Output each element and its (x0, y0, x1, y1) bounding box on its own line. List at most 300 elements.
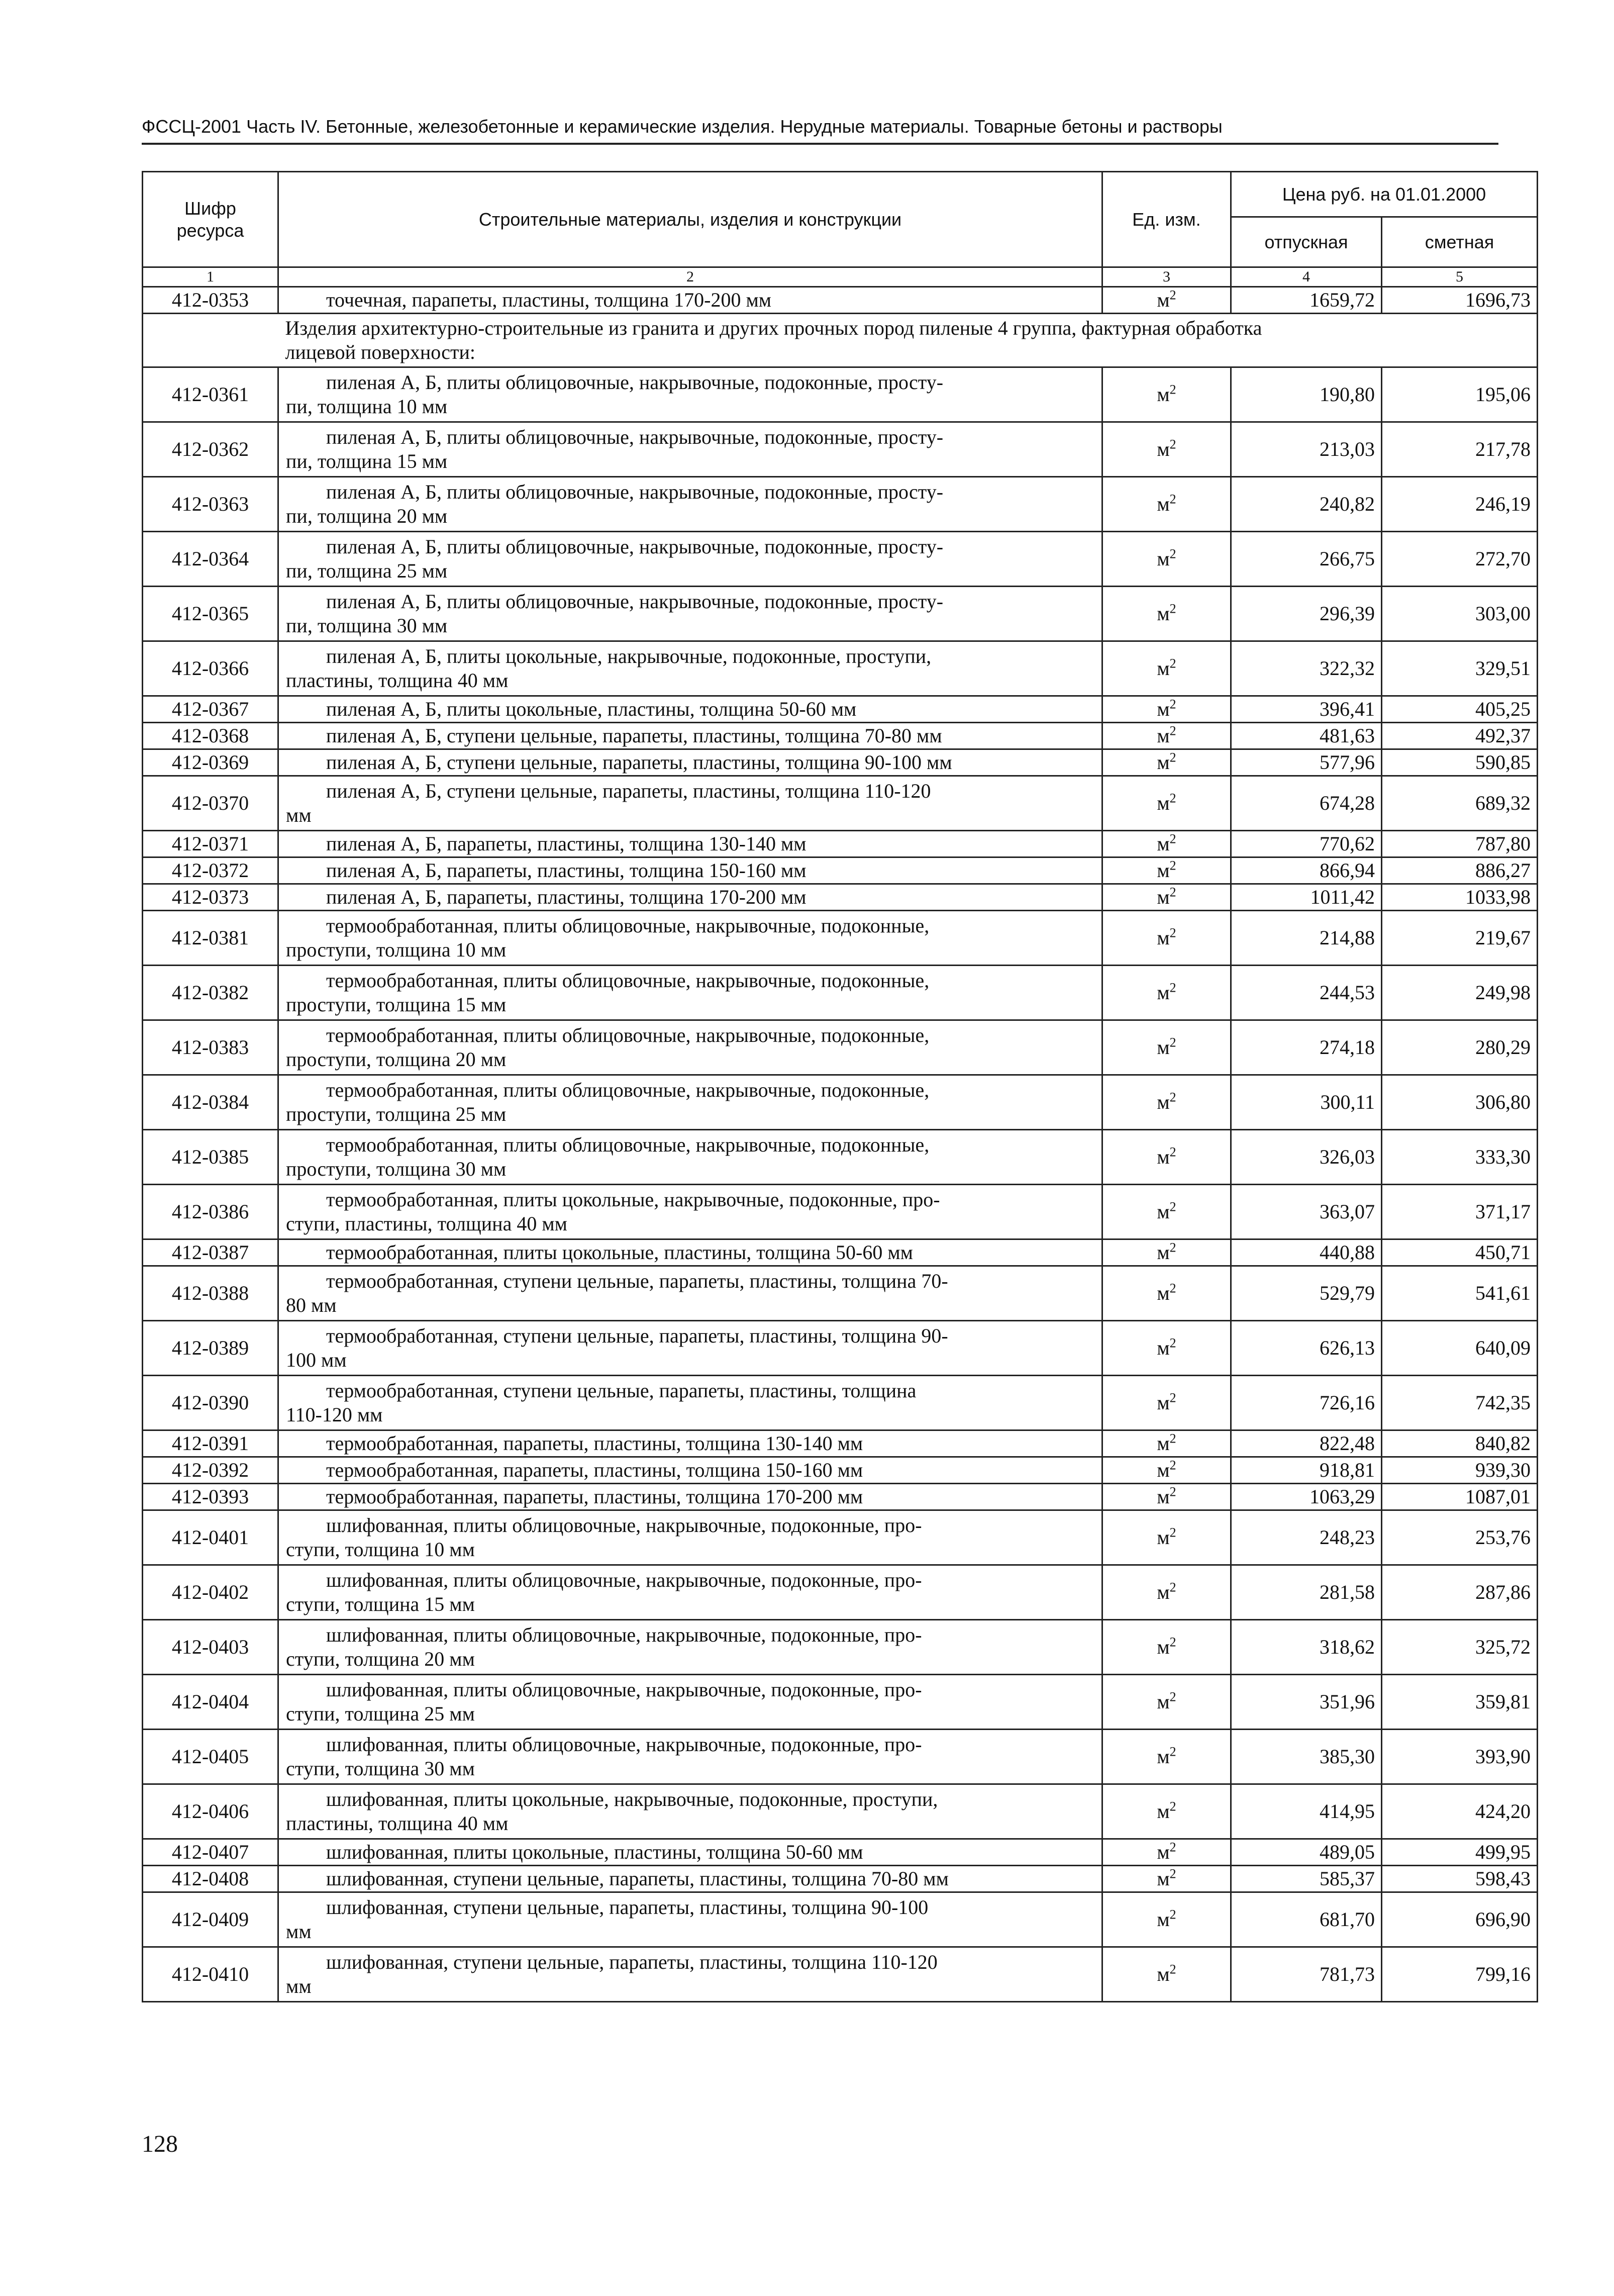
description-line: шлифованная, ступени цельные, парапеты, пластины, толщина 110-120 (326, 1951, 938, 1973)
unit-base: м (1157, 1432, 1170, 1455)
description-line: ступи, толщина 30 мм (286, 1757, 475, 1780)
estimate-price: 219,67 (1382, 911, 1538, 966)
table-row (143, 1430, 1538, 1457)
column-number: 5 (1382, 267, 1538, 287)
release-price: 213,03 (1231, 422, 1382, 477)
description-line: пиленая А, Б, парапеты, пластины, толщина 130-140 мм (326, 832, 806, 855)
unit-base: м (1157, 1690, 1170, 1713)
description-line: пиленая А, Б, плиты цокольные, пластины, толщина 50-60 мм (326, 698, 857, 720)
description-line: шлифованная, плиты облицовочные, накрывочные, подоконные, про- (326, 1514, 922, 1537)
release-price: 681,70 (1231, 1892, 1382, 1947)
table-header (143, 172, 1538, 287)
unit-of-measure (1102, 1839, 1231, 1866)
unit-of-measure (1102, 1020, 1231, 1075)
description-line: мм (286, 804, 312, 826)
resource-code: 412-0393 (143, 1484, 278, 1510)
table-row (143, 723, 1538, 749)
release-price: 1063,29 (1231, 1484, 1382, 1510)
release-price: 240,82 (1231, 477, 1382, 532)
resource-code: 412-0382 (143, 966, 278, 1020)
release-price: 214,88 (1231, 911, 1382, 966)
unit-of-measure (1102, 1947, 1231, 2002)
unit-of-measure (1102, 532, 1231, 587)
column-number: 1 (143, 267, 278, 287)
resource-code: 412-0406 (143, 1784, 278, 1839)
table-row (143, 1266, 1538, 1321)
release-price: 489,05 (1231, 1839, 1382, 1866)
material-description (278, 723, 1102, 749)
material-description (278, 776, 1102, 831)
unit-exponent: 2 (1169, 1240, 1176, 1255)
col-unit-header: Ед. изм. (1102, 172, 1231, 267)
unit-of-measure (1102, 776, 1231, 831)
estimate-price: 640,09 (1382, 1321, 1538, 1376)
material-description (278, 1565, 1102, 1620)
material-description (278, 1784, 1102, 1839)
material-description (278, 1892, 1102, 1947)
price-table (142, 171, 1538, 2002)
estimate-price: 799,16 (1382, 1947, 1538, 2002)
table-row (143, 1839, 1538, 1866)
description-line: проступи, толщина 25 мм (286, 1103, 507, 1125)
description-line: пластины, толщина 40 мм (286, 1812, 509, 1835)
release-price: 481,63 (1231, 723, 1382, 749)
description-line: 110-120 мм (286, 1403, 383, 1426)
release-price: 266,75 (1231, 532, 1382, 587)
estimate-price: 492,37 (1382, 723, 1538, 749)
release-price: 322,32 (1231, 641, 1382, 696)
unit-base: м (1157, 1581, 1170, 1603)
unit-exponent: 2 (1169, 1431, 1176, 1446)
unit-base: м (1157, 1745, 1170, 1768)
unit-base: м (1157, 657, 1170, 680)
description-line: шлифованная, плиты облицовочные, накрывочные, подоконные, про- (326, 1623, 922, 1646)
unit-base: м (1157, 289, 1170, 311)
unit-of-measure (1102, 1866, 1231, 1892)
unit-base: м (1157, 1200, 1170, 1223)
col-code-header: Шифр ресурса (143, 172, 278, 267)
description-line: шлифованная, плиты облицовочные, накрывочные, подоконные, про- (326, 1678, 922, 1701)
table-row (143, 1484, 1538, 1510)
estimate-price: 249,98 (1382, 966, 1538, 1020)
description-line: пиленая А, Б, ступени цельные, парапеты, пластины, толщина 90-100 мм (326, 751, 952, 774)
release-price: 300,11 (1231, 1075, 1382, 1130)
estimate-price: 280,29 (1382, 1020, 1538, 1075)
unit-base: м (1157, 383, 1170, 406)
material-description (278, 1510, 1102, 1565)
table-row (143, 1130, 1538, 1185)
table-row (143, 1730, 1538, 1784)
unit-exponent: 2 (1169, 656, 1176, 671)
table-row (143, 1565, 1538, 1620)
estimate-price: 287,86 (1382, 1565, 1538, 1620)
description-line: ступи, толщина 25 мм (286, 1702, 475, 1725)
material-description (278, 1730, 1102, 1784)
material-description (278, 287, 1102, 314)
material-description (278, 1866, 1102, 1892)
material-description (278, 696, 1102, 723)
estimate-price: 598,43 (1382, 1866, 1538, 1892)
description-line: шлифованная, плиты облицовочные, накрывочные, подоконные, про- (326, 1733, 922, 1756)
description-line: ступи, толщина 10 мм (286, 1538, 475, 1561)
unit-base: м (1157, 1336, 1170, 1359)
page-number: 128 (142, 2131, 178, 2157)
table-row (143, 1892, 1538, 1947)
resource-code: 412-0368 (143, 723, 278, 749)
resource-code: 412-0362 (143, 422, 278, 477)
description-line: пиленая А, Б, плиты цокольные, накрывочные, подоконные, проступи, (326, 645, 932, 667)
estimate-price: 787,80 (1382, 831, 1538, 857)
estimate-price: 371,17 (1382, 1185, 1538, 1239)
description-line: термообработанная, плиты цокольные, накрывочные, подоконные, про- (326, 1188, 940, 1211)
unit-exponent: 2 (1169, 750, 1176, 765)
description-line: пи, толщина 20 мм (286, 505, 448, 527)
table-row (143, 857, 1538, 884)
unit-base: м (1157, 859, 1170, 882)
unit-of-measure (1102, 1892, 1231, 1947)
estimate-price: 541,61 (1382, 1266, 1538, 1321)
unit-of-measure (1102, 287, 1231, 314)
estimate-price: 405,25 (1382, 696, 1538, 723)
release-price: 396,41 (1231, 696, 1382, 723)
unit-of-measure (1102, 831, 1231, 857)
unit-base: м (1157, 792, 1170, 814)
unit-of-measure (1102, 696, 1231, 723)
resource-code: 412-0392 (143, 1457, 278, 1484)
release-price: 781,73 (1231, 1947, 1382, 2002)
unit-base: м (1157, 698, 1170, 720)
resource-code: 412-0353 (143, 287, 278, 314)
resource-code: 412-0373 (143, 884, 278, 911)
unit-exponent: 2 (1169, 1744, 1176, 1759)
resource-code: 412-0391 (143, 1430, 278, 1457)
release-price: 1659,72 (1231, 287, 1382, 314)
table-row (143, 1376, 1538, 1430)
resource-code: 412-0404 (143, 1675, 278, 1730)
description-line: пиленая А, Б, парапеты, пластины, толщина 170-200 мм (326, 886, 806, 908)
group-heading-line: Изделия архитектурно-строительные из гранита и других прочных пород пиленые 4 группа, фактурная обработка (285, 317, 1262, 339)
description-line: мм (286, 1920, 312, 1943)
unit-exponent: 2 (1169, 1281, 1176, 1296)
table-row (143, 1185, 1538, 1239)
unit-of-measure (1102, 367, 1231, 422)
unit-of-measure (1102, 911, 1231, 966)
estimate-price: 590,85 (1382, 749, 1538, 776)
unit-base: м (1157, 1800, 1170, 1823)
resource-code: 412-0384 (143, 1075, 278, 1130)
material-description (278, 911, 1102, 966)
estimate-price: 217,78 (1382, 422, 1538, 477)
table-row (143, 477, 1538, 532)
description-line: 80 мм (286, 1294, 337, 1316)
unit-of-measure (1102, 1430, 1231, 1457)
release-price: 414,95 (1231, 1784, 1382, 1839)
material-description (278, 1457, 1102, 1484)
material-description (278, 422, 1102, 477)
unit-of-measure (1102, 966, 1231, 1020)
unit-exponent: 2 (1169, 1335, 1176, 1351)
unit-exponent: 2 (1169, 1144, 1176, 1160)
table-row (143, 367, 1538, 422)
estimate-price: 272,70 (1382, 532, 1538, 587)
unit-base: м (1157, 1036, 1170, 1059)
unit-of-measure (1102, 1457, 1231, 1484)
unit-of-measure (1102, 749, 1231, 776)
material-description (278, 1185, 1102, 1239)
unit-base: м (1157, 1485, 1170, 1508)
description-line: ступи, толщина 20 мм (286, 1648, 475, 1670)
unit-exponent: 2 (1169, 1907, 1176, 1922)
unit-base: м (1157, 1636, 1170, 1658)
material-description (278, 1484, 1102, 1510)
unit-exponent: 2 (1169, 831, 1176, 846)
description-line: пи, толщина 25 мм (286, 559, 448, 582)
release-price: 726,16 (1231, 1376, 1382, 1430)
unit-of-measure (1102, 1784, 1231, 1839)
unit-of-measure (1102, 1675, 1231, 1730)
release-price: 770,62 (1231, 831, 1382, 857)
unit-exponent: 2 (1169, 980, 1176, 995)
description-line: проступи, толщина 10 мм (286, 938, 507, 961)
estimate-price: 1033,98 (1382, 884, 1538, 911)
unit-base: м (1157, 1841, 1170, 1863)
unit-of-measure (1102, 1730, 1231, 1784)
unit-exponent: 2 (1169, 1840, 1176, 1855)
resource-code: 412-0372 (143, 857, 278, 884)
material-description (278, 367, 1102, 422)
material-description (278, 857, 1102, 884)
unit-exponent: 2 (1169, 1484, 1176, 1499)
unit-exponent: 2 (1169, 437, 1176, 452)
material-description (278, 1376, 1102, 1430)
unit-of-measure (1102, 1565, 1231, 1620)
estimate-price: 325,72 (1382, 1620, 1538, 1675)
estimate-price: 333,30 (1382, 1130, 1538, 1185)
table-row (143, 1321, 1538, 1376)
resource-code: 412-0364 (143, 532, 278, 587)
table-row (143, 1020, 1538, 1075)
release-price: 363,07 (1231, 1185, 1382, 1239)
unit-of-measure (1102, 723, 1231, 749)
group-heading (278, 314, 1538, 367)
table-row (143, 532, 1538, 587)
unit-of-measure (1102, 1620, 1231, 1675)
unit-of-measure (1102, 641, 1231, 696)
unit-of-measure (1102, 1376, 1231, 1430)
estimate-price: 253,76 (1382, 1510, 1538, 1565)
estimate-price: 246,19 (1382, 477, 1538, 532)
release-price: 244,53 (1231, 966, 1382, 1020)
unit-base: м (1157, 438, 1170, 460)
description-line: ступи, пластины, толщина 40 мм (286, 1212, 567, 1235)
description-line: точечная, парапеты, пластины, толщина 170-200 мм (326, 289, 772, 311)
unit-of-measure (1102, 1185, 1231, 1239)
material-description (278, 532, 1102, 587)
unit-base: м (1157, 751, 1170, 774)
material-description (278, 749, 1102, 776)
unit-of-measure (1102, 1510, 1231, 1565)
material-description (278, 1075, 1102, 1130)
description-line: шлифованная, плиты цокольные, пластины, толщина 50-60 мм (326, 1841, 863, 1863)
unit-exponent: 2 (1169, 925, 1176, 940)
table-row (143, 831, 1538, 857)
release-price: 674,28 (1231, 776, 1382, 831)
table-row (143, 911, 1538, 966)
table-row (143, 1675, 1538, 1730)
release-price: 585,37 (1231, 1866, 1382, 1892)
table-row (143, 422, 1538, 477)
unit-base: м (1157, 1391, 1170, 1414)
estimate-price: 195,06 (1382, 367, 1538, 422)
description-line: термообработанная, парапеты, пластины, толщина 130-140 мм (326, 1432, 863, 1455)
unit-exponent: 2 (1169, 1199, 1176, 1214)
resource-code: 412-0369 (143, 749, 278, 776)
description-line: термообработанная, плиты облицовочные, накрывочные, подоконные, (326, 1024, 930, 1046)
release-price: 918,81 (1231, 1457, 1382, 1484)
description-line: пиленая А, Б, плиты облицовочные, накрывочные, подоконные, просту- (326, 426, 944, 448)
description-line: шлифованная, плиты облицовочные, накрывочные, подоконные, про- (326, 1569, 922, 1591)
resource-code: 412-0383 (143, 1020, 278, 1075)
resource-code: 412-0388 (143, 1266, 278, 1321)
release-price: 248,23 (1231, 1510, 1382, 1565)
unit-exponent: 2 (1169, 601, 1176, 616)
release-price: 577,96 (1231, 749, 1382, 776)
table-row (143, 1620, 1538, 1675)
unit-exponent: 2 (1169, 723, 1176, 738)
material-description (278, 966, 1102, 1020)
resource-code: 412-0390 (143, 1376, 278, 1430)
unit-base: м (1157, 1867, 1170, 1890)
unit-base: м (1157, 1963, 1170, 1985)
description-line: проступи, толщина 15 мм (286, 993, 507, 1016)
unit-base: м (1157, 832, 1170, 855)
description-line: мм (286, 1975, 312, 1997)
material-description (278, 1430, 1102, 1457)
col-release-header: отпускная (1231, 217, 1382, 267)
unit-exponent: 2 (1169, 858, 1176, 873)
material-description (278, 1620, 1102, 1675)
description-line: проступи, толщина 20 мм (286, 1048, 507, 1071)
estimate-price: 939,30 (1382, 1457, 1538, 1484)
unit-of-measure (1102, 884, 1231, 911)
description-line: термообработанная, плиты облицовочные, накрывочные, подоконные, (326, 1079, 930, 1101)
description-line: шлифованная, плиты цокольные, накрывочные, подоконные, проступи, (326, 1788, 938, 1810)
description-line: пиленая А, Б, плиты облицовочные, накрывочные, подоконные, просту- (326, 371, 944, 394)
description-line: термообработанная, парапеты, пластины, толщина 150-160 мм (326, 1459, 863, 1481)
description-line: проступи, толщина 30 мм (286, 1158, 507, 1180)
resource-code: 412-0401 (143, 1510, 278, 1565)
description-line: термообработанная, парапеты, пластины, толщина 170-200 мм (326, 1485, 863, 1508)
release-price: 274,18 (1231, 1020, 1382, 1075)
unit-base: м (1157, 981, 1170, 1004)
unit-of-measure (1102, 1239, 1231, 1266)
description-line: пиленая А, Б, парапеты, пластины, толщина 150-160 мм (326, 859, 806, 882)
estimate-price: 450,71 (1382, 1239, 1538, 1266)
release-price: 318,62 (1231, 1620, 1382, 1675)
col-price-header: Цена руб. на 01.01.2000 (1231, 172, 1538, 217)
estimate-price: 303,00 (1382, 587, 1538, 641)
unit-of-measure (1102, 477, 1231, 532)
estimate-price: 329,51 (1382, 641, 1538, 696)
group-heading-spacer (143, 314, 278, 367)
unit-exponent: 2 (1169, 1525, 1176, 1540)
description-line: пластины, толщина 40 мм (286, 669, 509, 692)
material-description (278, 587, 1102, 641)
unit-exponent: 2 (1169, 382, 1176, 397)
estimate-price: 359,81 (1382, 1675, 1538, 1730)
resource-code: 412-0410 (143, 1947, 278, 2002)
table-row (143, 776, 1538, 831)
material-description (278, 477, 1102, 532)
release-price: 326,03 (1231, 1130, 1382, 1185)
unit-of-measure (1102, 587, 1231, 641)
description-line: термообработанная, плиты облицовочные, накрывочные, подоконные, (326, 969, 930, 992)
release-price: 190,80 (1231, 367, 1382, 422)
unit-exponent: 2 (1169, 1458, 1176, 1473)
material-description (278, 641, 1102, 696)
description-line: пиленая А, Б, плиты облицовочные, накрывочные, подоконные, просту- (326, 535, 944, 558)
release-price: 440,88 (1231, 1239, 1382, 1266)
description-line: пиленая А, Б, ступени цельные, парапеты, пластины, толщина 110-120 (326, 780, 931, 802)
resource-code: 412-0381 (143, 911, 278, 966)
unit-of-measure (1102, 1075, 1231, 1130)
material-description (278, 1130, 1102, 1185)
table-row (143, 696, 1538, 723)
unit-exponent: 2 (1169, 885, 1176, 900)
header-rule (142, 143, 1498, 145)
description-line: термообработанная, плиты цокольные, пластины, толщина 50-60 мм (326, 1241, 913, 1264)
material-description (278, 1266, 1102, 1321)
description-line: термообработанная, плиты облицовочные, накрывочные, подоконные, (326, 914, 930, 937)
unit-exponent: 2 (1169, 1962, 1176, 1977)
resource-code: 412-0371 (143, 831, 278, 857)
unit-exponent: 2 (1169, 1799, 1176, 1814)
release-price: 351,96 (1231, 1675, 1382, 1730)
unit-of-measure (1102, 422, 1231, 477)
release-price: 281,58 (1231, 1565, 1382, 1620)
unit-exponent: 2 (1169, 1635, 1176, 1650)
table-row (143, 966, 1538, 1020)
material-description (278, 1947, 1102, 2002)
group-heading-line: лицевой поверхности: (285, 341, 476, 363)
material-description (278, 1321, 1102, 1376)
table-row (143, 641, 1538, 696)
resource-code: 412-0367 (143, 696, 278, 723)
unit-exponent: 2 (1169, 288, 1176, 303)
material-description (278, 1839, 1102, 1866)
resource-code: 412-0365 (143, 587, 278, 641)
unit-of-measure (1102, 1130, 1231, 1185)
material-description (278, 831, 1102, 857)
resource-code: 412-0409 (143, 1892, 278, 1947)
table-row (143, 1784, 1538, 1839)
unit-exponent: 2 (1169, 1866, 1176, 1881)
estimate-price: 696,90 (1382, 1892, 1538, 1947)
table-row (143, 1510, 1538, 1565)
unit-base: м (1157, 1908, 1170, 1931)
unit-of-measure (1102, 1484, 1231, 1510)
description-line: термообработанная, ступени цельные, парапеты, пластины, толщина 70- (326, 1270, 948, 1292)
table-row (143, 1947, 1538, 2002)
unit-base: м (1157, 1241, 1170, 1264)
resource-code: 412-0402 (143, 1565, 278, 1620)
unit-exponent: 2 (1169, 1390, 1176, 1405)
estimate-price: 1696,73 (1382, 287, 1538, 314)
unit-exponent: 2 (1169, 546, 1176, 561)
unit-exponent: 2 (1169, 1580, 1176, 1595)
table-row (143, 587, 1538, 641)
running-header: ФССЦ-2001 Часть IV. Бетонные, железобетонные и керамические изделия. Нерудные материалы. Товарные бетоны и растворы (142, 116, 1223, 137)
